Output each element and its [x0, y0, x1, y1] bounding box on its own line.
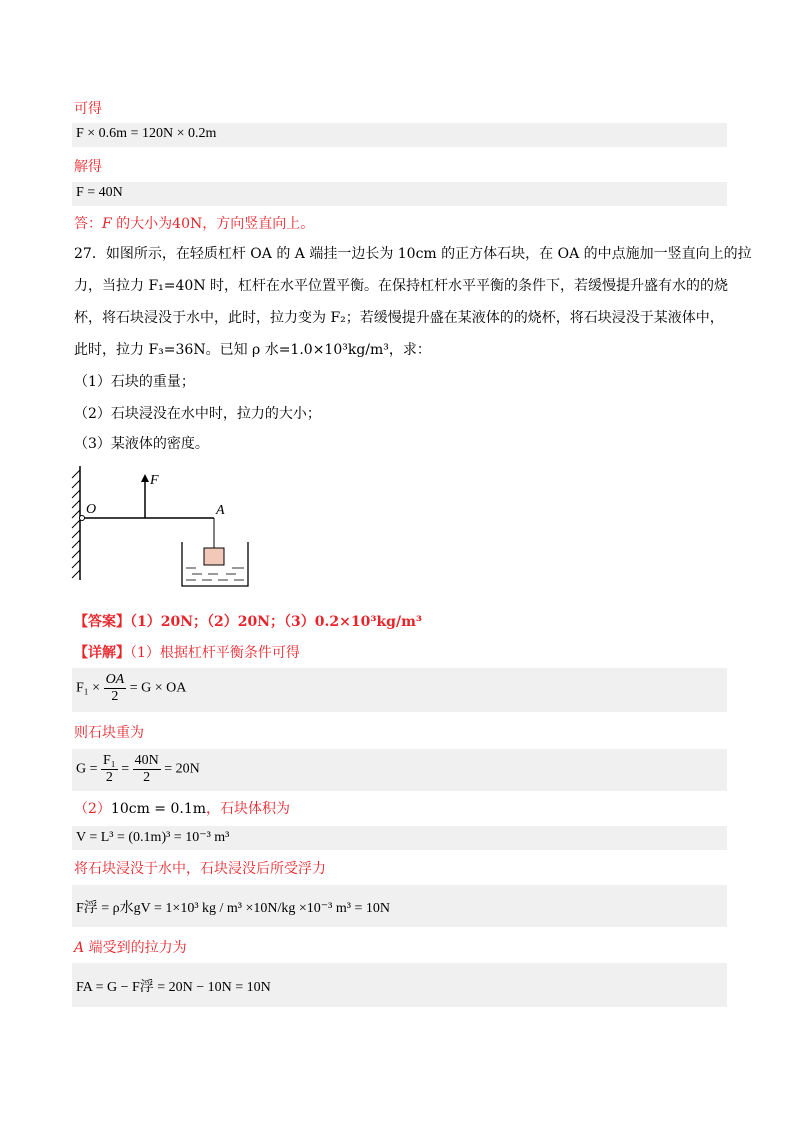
problem-line-4: 此时，拉力 F₃=36N。已知 ρ 水=1.0×10³kg/m³，求：	[74, 342, 431, 358]
eq-a-fraction	[104, 672, 127, 705]
problem-number: 27．	[74, 246, 106, 262]
eq-b-mid: =	[121, 761, 130, 777]
equation-box-b	[72, 749, 727, 791]
eq-b-den1: 2	[105, 770, 113, 785]
answer-line	[74, 214, 314, 234]
equation-d: F浮 = ρ水gV = 1×10³ kg / m³ ×10N/kg ×10⁻³ m³ = 10N	[76, 901, 390, 916]
answer-tag: 【答案】	[74, 614, 130, 630]
problem-line-3: 杯，将石块浸没于水中，此时，拉力变为 F₂；若缓慢提升盛在某液体的的烧杯，将石块浸没于某液体中，	[74, 310, 724, 326]
equation-2: F = 40N	[76, 185, 123, 200]
text-buoyancy: 将石块浸没于水中，石块浸没后所受浮力	[74, 861, 326, 877]
eq-b-right: = 20N	[164, 761, 200, 777]
a-end-line	[74, 938, 187, 958]
text-keyi: 可得	[74, 101, 102, 117]
a-end-var: A	[74, 940, 85, 956]
equation-box-d	[72, 885, 727, 927]
eq-a-den: 2	[111, 689, 119, 704]
lever-figure	[68, 460, 268, 590]
equation-1: F × 0.6m = 120N × 0.2m	[76, 126, 217, 141]
question-1: （1）石块的重量；	[74, 374, 195, 390]
eq-a-num: OA	[105, 672, 125, 687]
a-end-text: 端受到的拉力为	[84, 940, 187, 956]
eq-b-num1: F₁	[103, 753, 116, 768]
label-O: O	[86, 502, 97, 517]
text-jiede: 解得	[74, 159, 102, 175]
question-2: （2）石块浸没在水中时，拉力的大小；	[74, 406, 321, 422]
eq-b-fraction-2	[133, 753, 161, 786]
problem-text-1: 如图所示，在轻质杠杆 OA 的 A 端挂一边长为 10cm 的正方体石块，在 OA 的中点施加一竖直向上的拉	[105, 246, 752, 262]
eq-b-left: G =	[76, 761, 98, 777]
answer-rest: 的大小为40N，方向竖直向上。	[111, 216, 315, 232]
answer-prefix: 答：	[74, 216, 102, 232]
stone-block	[204, 548, 224, 565]
equation-box-2	[72, 182, 727, 206]
equation-b	[76, 753, 200, 786]
equation-box-1	[72, 123, 727, 147]
eq-a-right: = G × OA	[129, 680, 187, 696]
eq-a-left: F₁ ×	[76, 680, 101, 696]
answer-text: （1）20N；（2）20N；（3）0.2×10³kg/m³	[130, 614, 423, 630]
eq-b-den2: 2	[143, 770, 151, 785]
equation-box-e	[72, 963, 727, 1007]
label-A: A	[216, 503, 225, 518]
step2-prefix: （2）	[74, 801, 111, 817]
equation-e: FA = G − F浮 = 20N − 10N = 10N	[76, 980, 271, 995]
eq-b-num2: 40N	[134, 753, 159, 768]
force-arrow-head	[141, 474, 149, 482]
step2-suffix: ，石块体积为	[206, 801, 291, 817]
answer-section	[74, 612, 422, 632]
detail-text: （1）根据杠杆平衡条件可得	[130, 645, 300, 661]
eq-b-fraction-1	[101, 753, 118, 786]
equation-c: V = L³ = (0.1m)³ = 10⁻³ m³	[76, 830, 230, 845]
problem-line-1	[74, 244, 752, 264]
step2-math: 10cm = 0.1m	[110, 801, 207, 817]
equation-box-a	[72, 668, 727, 712]
wall-hatching	[72, 470, 80, 578]
problem-line-2: 力，当拉力 F₁=40N 时，杠杆在水平位置平衡。在保持杠杆水平平衡的条件下，若缓慢提升盛有水的的烧	[74, 278, 729, 294]
equation-a	[76, 672, 186, 705]
answer-var: F	[102, 216, 112, 232]
step-2-line	[74, 799, 290, 819]
label-F: F	[150, 473, 159, 488]
equation-box-c	[72, 826, 727, 850]
water-lines	[186, 568, 244, 580]
text-stone-weight: 则石块重为	[74, 725, 144, 741]
pivot-point	[80, 516, 85, 521]
question-3: （3）某液体的密度。	[74, 436, 209, 452]
detail-section	[74, 643, 300, 663]
detail-tag: 【详解】	[74, 645, 130, 661]
